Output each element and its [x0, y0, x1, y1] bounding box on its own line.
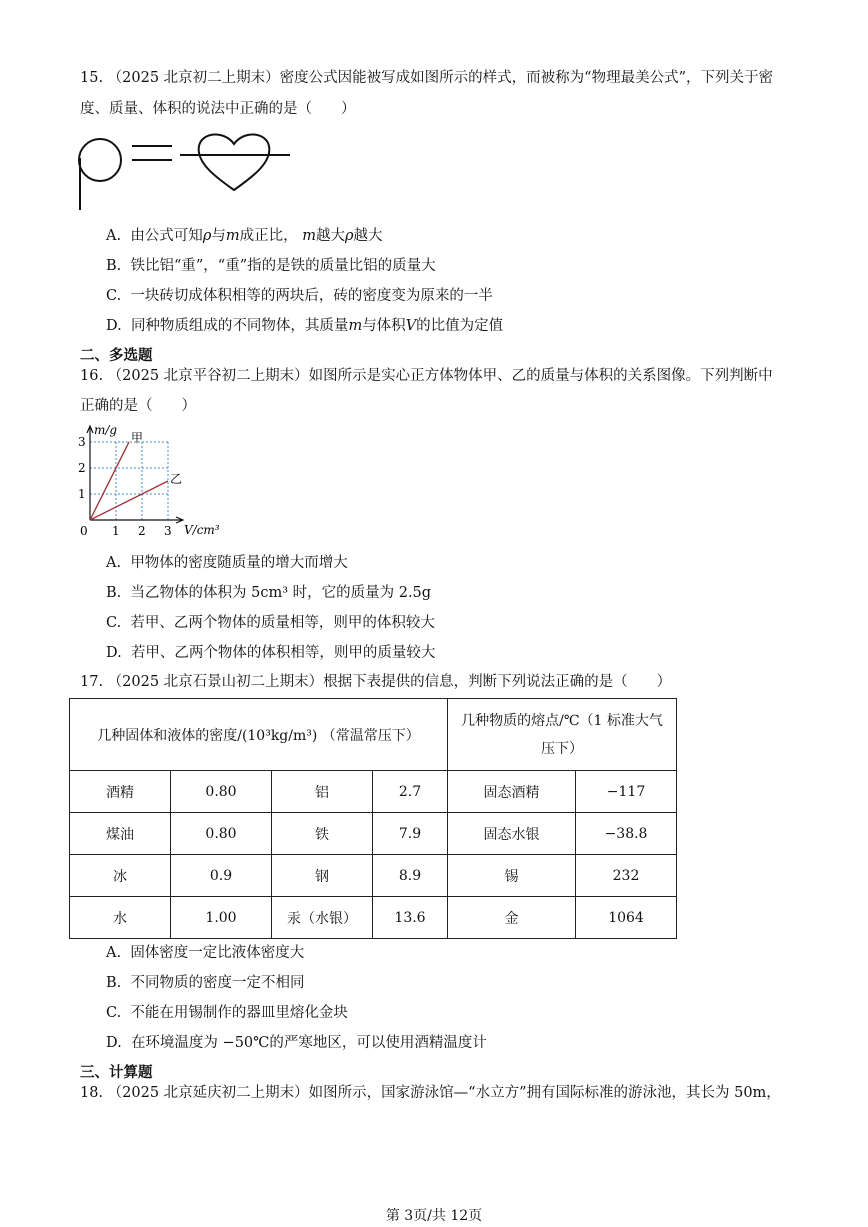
table-cell: 8.9 [373, 855, 448, 897]
table-row [70, 855, 677, 897]
melting-point-header-cell: 几种物质的熔点/℃（1 标准大气 压下） [448, 699, 677, 771]
table-cell: 0.80 [171, 771, 272, 813]
mass-volume-chart [74, 420, 234, 542]
table-cell: 固态酒精 [448, 771, 576, 813]
y-tick-label: 1 [78, 487, 86, 501]
table-cell: −38.8 [576, 813, 677, 855]
table-cell: 酒精 [70, 771, 171, 813]
y-tick-label: 3 [78, 435, 86, 449]
x-tick-label: 0 [80, 524, 88, 538]
table-cell: 1.00 [171, 897, 272, 939]
table-cell: 1064 [576, 897, 677, 939]
density-formula-figure [74, 124, 304, 214]
table-cell: 13.6 [373, 897, 448, 939]
q15-option-d: D. 同种物质组成的不同物体，其质量m与体积V的比值为定值 [106, 318, 504, 334]
q15-option-b: B. 铁比铝“重”，“重”指的是铁的质量比铝的质量大 [106, 258, 436, 274]
table-cell: 0.80 [171, 813, 272, 855]
table-cell: 7.9 [373, 813, 448, 855]
q15-option-a: A. 由公式可知ρ与m成正比， m越大ρ越大 [106, 228, 383, 244]
q18-stem: 18. （2025 北京延庆初二上期末）如图所示，国家游泳馆—“水立方”拥有国际标准的游泳池，其长为 50m， [80, 1085, 781, 1101]
y-tick-label: 2 [78, 461, 86, 475]
table-cell: 固态水银 [448, 813, 576, 855]
q16-option-c: C. 若甲、乙两个物体的质量相等，则甲的体积较大 [106, 615, 435, 631]
q16-stem-line2: 正确的是（ ） [80, 398, 196, 414]
q17-option-b: B. 不同物质的密度一定不相同 [106, 975, 305, 991]
q15-option-c: C. 一块砖切成体积相等的两块后，砖的密度变为原来的一半 [106, 288, 493, 304]
q17-stem: 17. （2025 北京石景山初二上期末）根据下表提供的信息，判断下列说法正确的是（ ） [80, 674, 672, 690]
x-axis-label: V/cm³ [184, 523, 220, 537]
y-axis-label: m/g [94, 423, 118, 437]
page-number: 第 3页/共 12页 [385, 1208, 483, 1224]
table-cell: 煤油 [70, 813, 171, 855]
q17-option-c: C. 不能在用锡制作的器皿里熔化金块 [106, 1005, 348, 1021]
table-row [70, 897, 677, 939]
series-line-1 [90, 481, 168, 520]
x-tick-label: 2 [138, 524, 146, 538]
q15-stem-line2: 度、质量、体积的说法中正确的是（ ） [80, 101, 356, 117]
density-melting-point-table [69, 698, 677, 939]
table-cell: 汞（水银） [272, 897, 373, 939]
q15-stem-line1: 15. （2025 北京初二上期末）密度公式因能被写成如图所示的样式，而被称为“物理最美公式”，下列关于密 [80, 70, 774, 86]
table-row [70, 771, 677, 813]
table-cell: −117 [576, 771, 677, 813]
q16-stem-line1: 16. （2025 北京平谷初二上期末）如图所示是实心正方体物体甲、乙的质量与体积的关系图像。下列判断中 [80, 368, 773, 384]
x-tick-label: 3 [164, 524, 172, 538]
table-cell: 金 [448, 897, 576, 939]
series-label-0: 甲 [131, 431, 144, 445]
series-label-1: 乙 [170, 472, 183, 486]
table-cell: 钢 [272, 855, 373, 897]
q17-option-d: D. 在环境温度为 −50℃的严寒地区，可以使用酒精温度计 [106, 1035, 487, 1051]
table-row [70, 813, 677, 855]
table-cell: 0.9 [171, 855, 272, 897]
q16-option-b: B. 当乙物体的体积为 5cm³ 时，它的质量为 2.5g [106, 585, 432, 601]
section-calculation-heading: 三、计算题 [80, 1065, 153, 1081]
table-cell: 铁 [272, 813, 373, 855]
q16-option-a: A. 甲物体的密度随质量的增大而增大 [106, 555, 348, 571]
table-cell: 2.7 [373, 771, 448, 813]
table-header-row [70, 699, 677, 771]
table-cell: 锡 [448, 855, 576, 897]
q16-option-d: D. 若甲、乙两个物体的体积相等，则甲的质量较大 [106, 645, 436, 661]
section-multiple-choice-heading: 二、多选题 [80, 348, 153, 364]
table-cell: 232 [576, 855, 677, 897]
table-cell: 水 [70, 897, 171, 939]
q17-option-a: A. 固体密度一定比液体密度大 [106, 945, 305, 961]
x-tick-label: 1 [112, 524, 120, 538]
table-cell: 铝 [272, 771, 373, 813]
table-cell: 冰 [70, 855, 171, 897]
density-header-cell: 几种固体和液体的密度/(10³kg/m³) （常温常压下） [70, 699, 448, 771]
series-line-0 [90, 442, 129, 520]
